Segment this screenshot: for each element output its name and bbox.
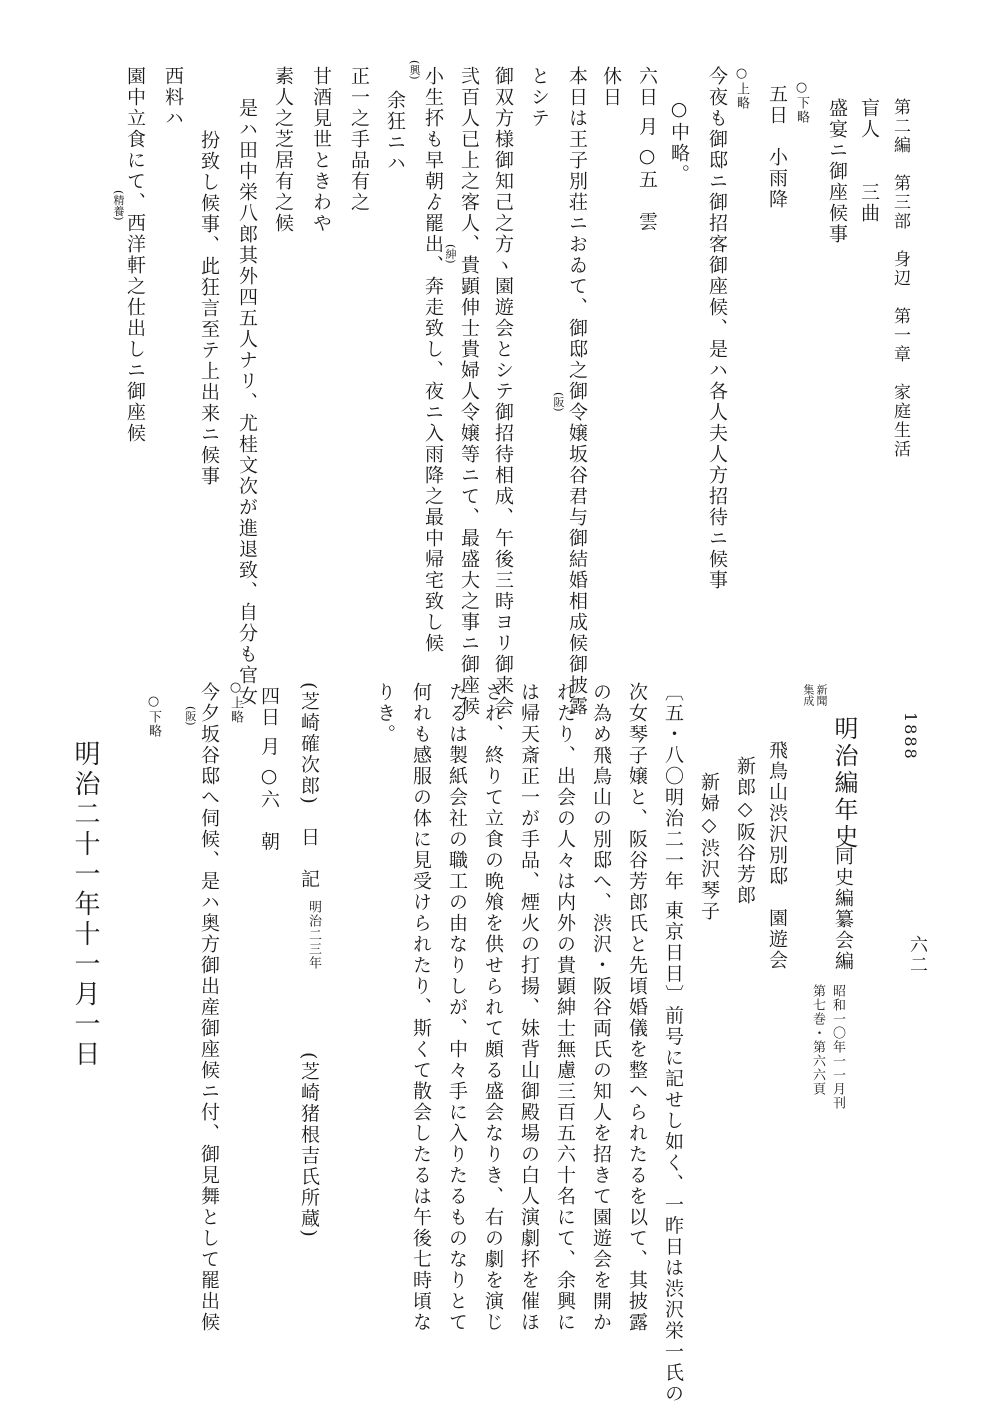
page-number: 六二 bbox=[907, 935, 928, 975]
diary-line: 御双方様御知己之方ヽ園遊会とシテ御招待相成、午後三時ヨリ御来会 bbox=[492, 66, 514, 717]
diary-line: 園中立食にて、西洋軒之仕出しニ御座候 bbox=[124, 66, 146, 444]
diary-line: 六日 月 ○五 雲 bbox=[636, 66, 658, 233]
ruby-annotation: (興) bbox=[408, 60, 421, 80]
diary-line: 正一之手品有之 bbox=[348, 66, 370, 213]
diary-holder: (芝崎猪根吉氏所蔵) bbox=[298, 1052, 320, 1239]
headline: 新婦◇渋沢琴子 bbox=[698, 772, 720, 922]
diary-year-note: 明治二三年 bbox=[306, 900, 321, 970]
diary-line: 今夜も御邸ニ御招客御座候、是ハ各人夫人方招待ニ候事 bbox=[706, 66, 728, 591]
headline: 新郎◇阪谷芳郎 bbox=[734, 756, 756, 906]
omission-marker: ○下略 bbox=[794, 80, 809, 124]
ruby-annotation: (精養) bbox=[112, 190, 125, 221]
omission-marker: ○上略 bbox=[734, 66, 749, 110]
omission-marker: ○下略 bbox=[146, 694, 161, 738]
ruby-annotation: (阪) bbox=[184, 706, 197, 726]
ruby-annotation: (阪) bbox=[552, 392, 565, 412]
ruby-annotation: (紳) bbox=[444, 244, 457, 264]
diary-line: 四日 月 ○六 朝 bbox=[258, 686, 280, 853]
diary-title: (芝崎確次郎) 日 記 bbox=[298, 682, 320, 890]
article-line: 〔五・八〇明治二一年 東京日日〕前号に記せし如く、一昨日は渋沢栄一氏の bbox=[662, 682, 684, 1405]
diary-line: 盲人 三曲 bbox=[858, 98, 880, 224]
diary-line: 是ハ田中栄八郎其外四五人ナリ、尤桂文次が進退致、自分も官女 bbox=[236, 98, 258, 707]
diary-line: 西料ハ bbox=[162, 66, 184, 129]
diary-line: 本日は王子別荘ニおゐて、御邸之御令嬢坂谷君与御結婚相成候御披露 bbox=[566, 66, 588, 717]
article-line: れたり、出会の人々は内外の貴顕紳士無慮三百五六十名にて、余興に bbox=[554, 682, 576, 1333]
publication-date: 昭和一〇年一一月刊 bbox=[830, 984, 845, 1110]
article-line: され、終りて立食の晩飧を供せられて頗る盛会なりき、右の劇を演じ bbox=[482, 682, 504, 1333]
diary-line: 甘酒見世ときわや bbox=[310, 66, 332, 234]
collection-title: 明治編年史 bbox=[830, 716, 858, 851]
omission-marker: ○上略 bbox=[228, 680, 243, 724]
article-line: たるは製紙会社の職工の由なりしが、中々手に入りたるものなりとて bbox=[446, 682, 468, 1333]
diary-line: 扮致し候事、此狂言至テ上出来ニ候事 bbox=[198, 130, 220, 487]
diary-line: 小生抔も早朝ゟ罷出、奔走致し、夜ニ入雨降之最中帰宅致し候 bbox=[422, 66, 444, 654]
diary-line: 素人之芝居有之候 bbox=[272, 66, 294, 234]
article-line: 何れも感服の体に見受けられたり、斯くて散会したるは午後七時頃な bbox=[410, 682, 432, 1333]
diary-line: 弐百人已上之客人、貴顕伸士貴婦人令嬢等ニて、最盛大之事ニ御座候 bbox=[458, 66, 480, 717]
diary-line: 休日 bbox=[600, 66, 622, 108]
article-line: 次女琴子嬢と、阪谷芳郎氏と先頃婚儀を整へられたるを以て、其披露 bbox=[626, 682, 648, 1333]
date-heading: 明治二十一年十一月一日 bbox=[70, 740, 100, 1070]
diary-line: とシテ bbox=[528, 66, 550, 129]
collection-label: 新聞集成 bbox=[801, 684, 828, 706]
diary-line: ○中略。 bbox=[668, 98, 690, 185]
article-line: りき。 bbox=[374, 682, 396, 745]
year-western: 1888 bbox=[901, 712, 920, 761]
volume-info: 第七巻・第六六頁 bbox=[810, 984, 825, 1096]
diary-line: 余狂ニハ bbox=[384, 90, 406, 174]
running-title: 第二編 第三部 身辺 第一章 家庭生活 bbox=[890, 98, 910, 459]
diary-line: 五日 小雨降 bbox=[766, 84, 788, 210]
article-line: の為め飛鳥山の別邸へ、渋沢・阪谷両氏の知人を招きて園遊会を開か bbox=[590, 682, 612, 1333]
article-line: は帰天斎正一が手品、煙火の打揚、妹背山御殿場の白人演劇抔を催ほ bbox=[518, 682, 540, 1333]
diary-line: 盛宴ニ御座候事 bbox=[826, 98, 848, 245]
headline: 飛鳥山渋沢別邸 園遊会 bbox=[766, 740, 788, 971]
editor: 同史編纂会編 bbox=[832, 846, 854, 972]
diary-line: 今夕坂谷邸へ伺候、是ハ奥方御出産御座候ニ付、御見舞として罷出候 bbox=[198, 682, 220, 1333]
